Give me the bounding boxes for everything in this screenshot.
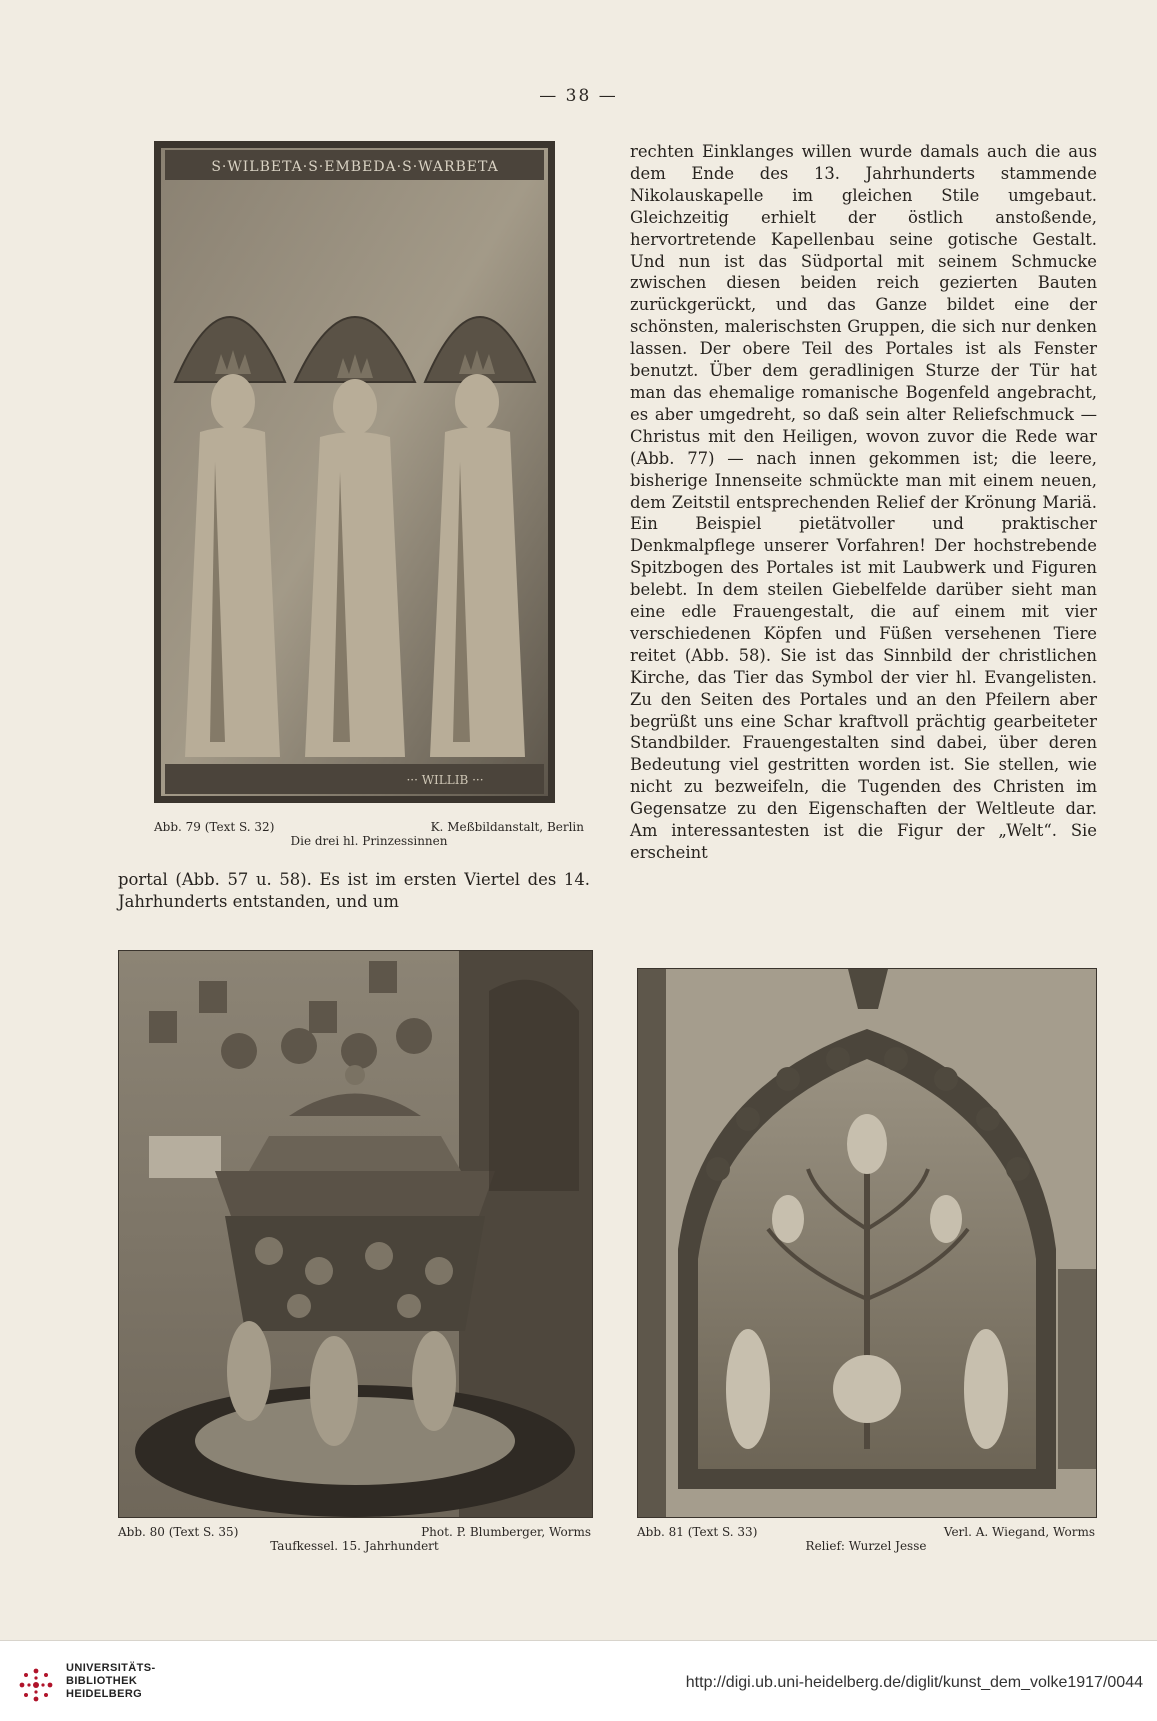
figure-80-caption: [118, 1525, 591, 1553]
right-text-column: [630, 141, 1097, 864]
figure-81-image: [637, 968, 1097, 1518]
left-paragraph: portal (Abb. 57 u. 58). Es ist im ersten Viertel des 14. Jahrhunderts entstanden, und um: [118, 870, 590, 911]
figure-79-image: [154, 141, 555, 803]
figure-80-number: Abb. 80 (Text S. 35): [118, 1525, 239, 1539]
inscription-bottom: ··· WILLIB ···: [406, 773, 484, 787]
library-name: [66, 1662, 156, 1701]
figure-79-title: Die drei hl. Prinzessinnen: [290, 834, 448, 848]
figure-81-title: Relief: Wurzel Jesse: [805, 1539, 927, 1553]
right-paragraph: rechten Einklanges willen wurde damals auch die aus dem Ende des 13. Jahrhunderts stammende Nikolauskapelle im gleichen Stile umgebaut. Gleichzeitig erhielt der östlich anstoßende, hervortretende Kapellenbau seine gotische Gestalt. Und nun ist das Südportal mit seinem Schmucke zwischen diesen beiden reich gezierten Bauten zurückgerückt, und das Ganze bildet eine der schönsten, malerischsten Gruppen, die sich nur denken lassen. Der obere Teil des Portales ist als Fenster benutzt. Über dem geradlinigen Sturze der Tür hat man das ehemalige romanische Bogenfeld angebracht, es aber umgedreht, so daß sein alter Reliefschmuck — Christus mit den Heiligen, wovon zuvor die Rede war (Abb. 77) — nach innen gekommen ist; die leere, bisherige Innenseite schmückte man mit einem neuen, dem Zeitstil entsprechenden Relief der Krönung Mariä. Ein Beispiel pietätvoller und praktischer Denkmalpflege unserer Vorfahren! Der hochstrebende Spitzbogen des Portales ist mit Laubwerk und Figuren belebt. In dem steilen Giebelfelde darüber sieht man eine edle Frauengestalt, die auf einem mit vier verschiedenen Köpfen und Füßen versehenen Tiere reitet (Abb. 58). Sie ist das Sinnbild der christlichen Kirche, das Tier das Symbol der vier hl. Evangelisten. Zu den Seiten des Portales und an den Pfeilern aber begrüßt uns eine Schar kraftvoll prächtig gearbeiteter Standbilder. Frauengestalten sind dabei, über deren Bedeutung viel gestritten worden ist. Sie stellen, wie nicht zu bezweifeln, die Tugenden des Christen im Gegensatze zu den Eigenschaften der Weltleute dar. Am interessantesten ist die Figur der „Welt“. Sie erscheint: [630, 142, 1097, 862]
figure-81-credit: Verl. A. Wiegand, Worms: [943, 1525, 1095, 1539]
inscription-top: S·WILBETA·S·EMBEDA·S·WARBETA: [211, 159, 499, 175]
left-text-column: [118, 869, 590, 913]
figure-81-number: Abb. 81 (Text S. 33): [637, 1525, 758, 1539]
library-name-line-3: HEIDELBERG: [66, 1688, 143, 1700]
figure-81-caption: [637, 1525, 1095, 1553]
source-url-link[interactable]: http://digi.ub.uni-heidelberg.de/diglit/kunst_dem_volke1917/0044: [685, 1674, 1143, 1691]
library-name-line-1: UNIVERSITÄTS-: [66, 1662, 156, 1674]
library-name-line-2: BIBLIOTHEK: [66, 1675, 138, 1687]
figure-80-title: Taufkessel. 15. Jahrhundert: [270, 1539, 439, 1553]
figure-79-number: Abb. 79 (Text S. 32): [154, 820, 275, 834]
figure-79-caption: [154, 820, 584, 848]
page-number: — 38 —: [539, 86, 618, 106]
footer-bar: [0, 1640, 1157, 1721]
figure-80-image: [118, 950, 593, 1518]
figure-80-credit: Phot. P. Blumberger, Worms: [421, 1525, 591, 1539]
university-seal-icon: [14, 1663, 58, 1707]
figure-79-credit: K. Meßbildanstalt, Berlin: [430, 820, 584, 834]
